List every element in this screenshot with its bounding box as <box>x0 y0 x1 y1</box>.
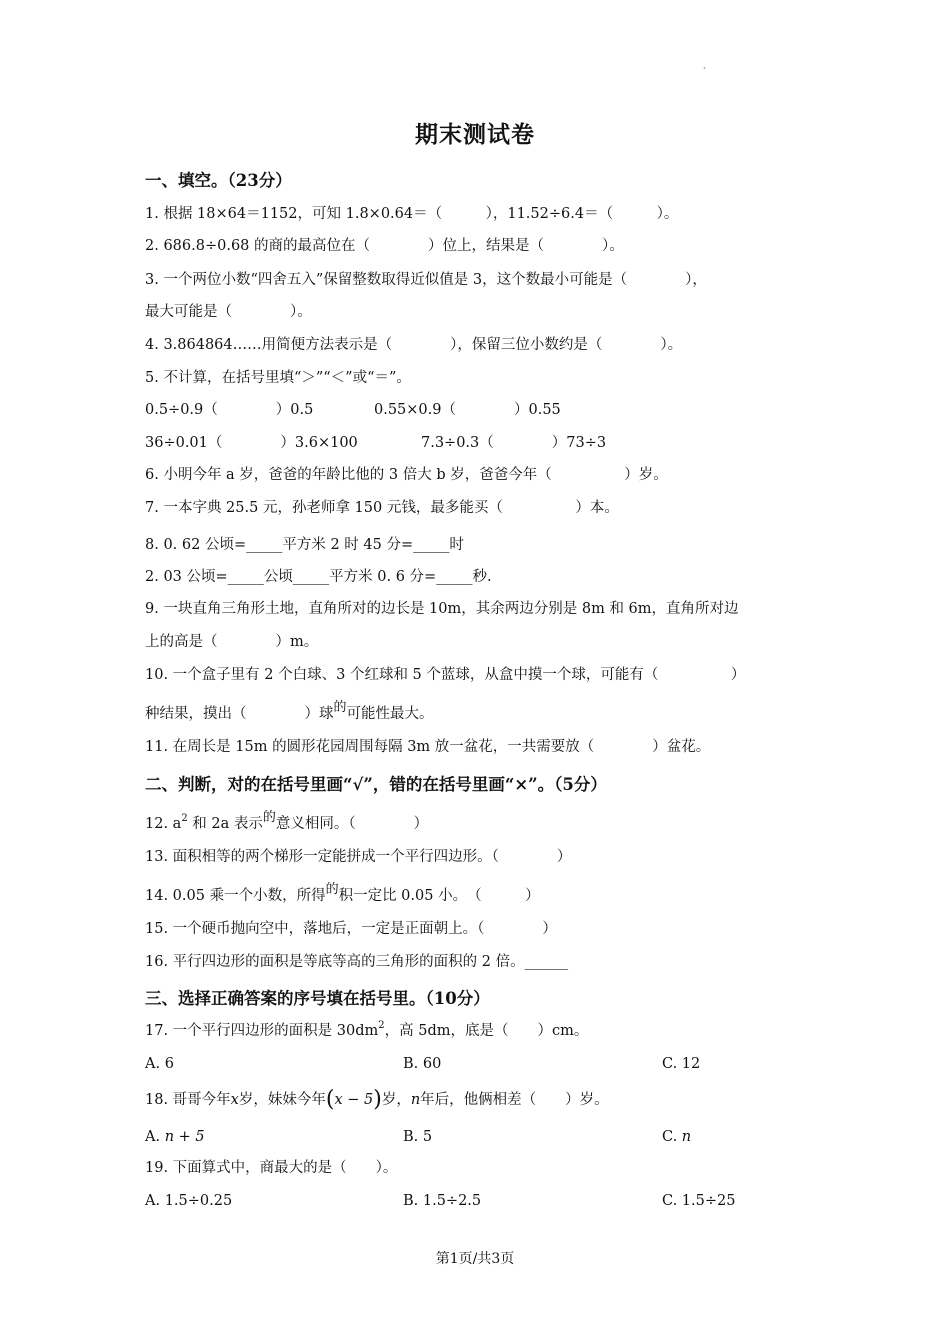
question-17 <box>145 1021 588 1043</box>
question-18-option-a-expression: n + 5 <box>164 1129 205 1145</box>
question-5-item-d: 7.3÷0.3（ ）73÷3 <box>421 435 607 451</box>
question-17-option-a: A. 6 <box>145 1056 174 1072</box>
question-18-option-c-expression: n <box>681 1129 692 1145</box>
question-18-expression: x − 5 <box>334 1092 374 1108</box>
page-mark: 、 <box>703 61 711 70</box>
question-19: 19. 下面算式中，商最大的是（ ）。 <box>145 1160 398 1176</box>
question-10-line2 <box>145 700 434 725</box>
question-11: 11. 在周长是 15m 的圆形花园周围每隔 3m 放一盆花，一共需要放（ ）盆花。 <box>145 739 711 755</box>
question-17-text-b: ，高 5dm，底是（ ）cm。 <box>384 1023 589 1039</box>
question-12-text-b: 和 2a 表示 <box>187 816 263 832</box>
question-2: 2. 686.8÷0.68 的商的最高位在（ ）位上，结果是（ ）。 <box>145 238 624 254</box>
question-5-item-a: 0.5÷0.9（ ）0.5 <box>145 402 314 418</box>
question-15: 15. 一个硬币抛向空中，落地后，一定是正面朝上。（ ） <box>145 921 557 937</box>
question-9-line2: 上的高是（ ）m。 <box>145 634 319 650</box>
question-18-text-a: 18. 哥哥今年 <box>145 1092 231 1108</box>
question-7: 7. 一本字典 25.5 元，孙老师拿 150 元钱，最多能买（ ）本。 <box>145 500 619 516</box>
question-1: 1. 根据 18×64＝1152，可知 1.8×0.64＝（ ），11.52÷6.4＝（ ）。 <box>145 206 679 222</box>
question-14-text-b: 的 <box>325 882 339 897</box>
page-title: 期末测试卷 <box>415 121 535 148</box>
question-17-option-b: B. 60 <box>403 1056 442 1072</box>
question-5-item-c: 36÷0.01（ ）3.6×100 <box>145 435 358 451</box>
question-14-text-c: 积一定比 0.05 小。 （ ） <box>338 888 540 904</box>
question-9-line1: 9. 一块直角三角形土地，直角所对的边长是 10m，其余两边分别是 8m 和 6m，直角所对边 <box>145 601 739 617</box>
question-18-option-a <box>145 1127 205 1147</box>
question-12-text-c: 的 <box>262 810 276 825</box>
question-18-text-c: 岁， <box>381 1092 411 1108</box>
question-18-option-a-label: A. <box>145 1129 161 1145</box>
question-10-text-c: 可能性最大。 <box>346 706 434 722</box>
question-4: 4. 3.864864……用简便方法表示是（ ），保留三位小数约是（ ）。 <box>145 337 683 353</box>
question-12-text-a: 12. a <box>145 816 182 832</box>
section-multiple-choice: 三、选择正确答案的序号填在括号里。（10分） <box>145 989 490 1008</box>
question-19-option-c: C. 1.5÷25 <box>662 1193 736 1209</box>
question-18-option-c <box>662 1127 691 1147</box>
question-18-option-b: B. 5 <box>403 1129 433 1145</box>
question-6: 6. 小明今年 a 岁，爸爸的年龄比他的 3 倍大 b 岁，爸爸今年（ ）岁。 <box>145 467 668 483</box>
question-18-close-paren: ) <box>373 1087 382 1112</box>
question-12-text-d: 意义相同。（ ） <box>275 816 429 832</box>
question-12 <box>145 810 429 836</box>
question-19-option-b: B. 1.5÷2.5 <box>403 1193 482 1209</box>
question-18-var-n: n <box>410 1092 421 1108</box>
question-3-line1: 3. 一个两位小数“四舍五入”保留整数取得近似值是 3，这个数最小可能是（ ）， <box>145 272 707 288</box>
question-10-text-b: 的 <box>333 700 347 715</box>
question-14-text-a: 14. 0.05 乘一个小数，所得 <box>145 888 326 904</box>
question-5: 5. 不计算，在括号里填“＞”“＜”或“＝”。 <box>145 370 411 386</box>
question-12-exponent: 2 <box>181 813 188 824</box>
question-18-option-c-label: C. <box>662 1129 678 1145</box>
question-10-text-a: 种结果，摸出（ ）球 <box>145 706 334 722</box>
question-10-line1: 10. 一个盒子里有 2 个白球、3 个红球和 5 个蓝球，从盒中摸一个球，可能有（ ） <box>145 667 746 683</box>
question-16: 16. 平行四边形的面积是等底等高的三角形的面积的 2 倍。______ <box>145 954 569 970</box>
question-14 <box>145 882 540 907</box>
question-18-text-b: 岁，妹妹今年 <box>238 1092 326 1108</box>
section-true-false: 二、判断，对的在括号里画“√”，错的在括号里画“×”。（5分） <box>145 775 607 794</box>
question-18-open-paren: ( <box>325 1087 335 1112</box>
question-18-text-d: 年后，他俩相差（ ）岁。 <box>420 1092 609 1108</box>
question-5-item-b: 0.55×0.9（ ）0.55 <box>374 402 561 418</box>
question-8-line1: 8. 0. 62 公顷=_____平方米 2 时 45 分=_____时 <box>145 537 464 553</box>
question-18-var-x: x <box>230 1092 239 1108</box>
section-fill-blank: 一、填空。（23分） <box>145 171 292 190</box>
question-8-line2: 2. 03 公顷=_____公顷_____平方米 0. 6 分=_____秒. <box>145 569 492 585</box>
question-17-text-a: 17. 一个平行四边形的面积是 30dm <box>145 1023 379 1039</box>
question-19-option-a: A. 1.5÷0.25 <box>145 1193 233 1209</box>
page-footer: 第1页/共3页 <box>435 1251 515 1267</box>
question-17-option-c: C. 12 <box>662 1056 701 1072</box>
question-18 <box>145 1088 609 1110</box>
question-3-line2: 最大可能是（ ）。 <box>145 304 312 320</box>
question-17-exponent: 2 <box>378 1020 385 1031</box>
question-13: 13. 面积相等的两个梯形一定能拼成一个平行四边形。（ ） <box>145 849 572 865</box>
